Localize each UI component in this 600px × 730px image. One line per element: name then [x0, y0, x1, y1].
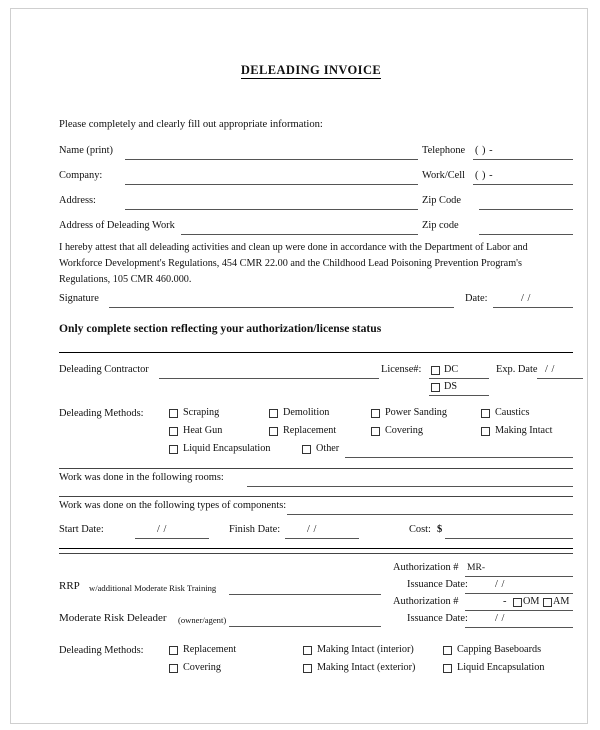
- field-row-rrp-authorization: [59, 562, 573, 580]
- label-am: AM: [553, 596, 570, 607]
- license-ds-label: DS: [444, 381, 458, 392]
- label-scraping: Scraping: [183, 407, 220, 418]
- components-input[interactable]: [287, 514, 573, 515]
- label-om: OM: [523, 596, 540, 607]
- mr-authorization-dash: -: [503, 596, 507, 607]
- telephone-label: Telephone: [422, 145, 466, 156]
- mr-authorization-input[interactable]: [465, 610, 573, 611]
- label-demolition: Demolition: [283, 407, 330, 418]
- workcell-format: ( ) -: [475, 170, 494, 181]
- attestation-text: I hereby attest that all deleading activities and clean up were done in accordance with the Department of Labor and Workforce Development's Regulations, 454 CMR 22.00 and the Childhood Lead Poisoning Prevention Program's Regulations, 105 CMR 460.000.: [59, 242, 528, 285]
- methods-top-label: Deleading Methods:: [59, 408, 144, 419]
- label-covering: Covering: [385, 425, 423, 436]
- label-bottom-liquid-encapsulation: Liquid Encapsulation: [457, 662, 545, 673]
- field-row-moderate-risk: [59, 612, 573, 630]
- divider-methods: [59, 468, 573, 469]
- rrp-input[interactable]: [229, 594, 381, 595]
- checkbox-covering[interactable]: [371, 427, 380, 436]
- authorization-section-heading: Only complete section reflecting your authorization/license status: [59, 322, 382, 335]
- rrp-authorization-prefix: MR-: [467, 562, 486, 573]
- finish-date-input[interactable]: [285, 538, 359, 539]
- page-title-text: DELEADING INVOICE: [240, 63, 382, 77]
- label-liquid-encapsulation: Liquid Encapsulation: [183, 443, 271, 454]
- moderate-risk-input[interactable]: [229, 626, 381, 627]
- field-row-dates: [59, 524, 573, 542]
- start-date-format: / /: [157, 524, 167, 535]
- contractor-label: Deleading Contractor: [59, 364, 149, 375]
- workcell-input[interactable]: [473, 184, 573, 185]
- checkbox-caustics[interactable]: [481, 409, 490, 418]
- page-title: [49, 63, 573, 78]
- label-power-sanding: Power Sanding: [385, 407, 447, 418]
- address-input[interactable]: [125, 209, 418, 210]
- label-other: Other: [316, 443, 340, 454]
- checkbox-demolition[interactable]: [269, 409, 278, 418]
- field-row-signature: [59, 293, 573, 311]
- checkbox-making-intact[interactable]: [481, 427, 490, 436]
- methods-top-row-3: [59, 444, 573, 462]
- field-row-components: [59, 500, 573, 518]
- checkbox-bottom-replacement[interactable]: [169, 646, 178, 655]
- field-row-company: [59, 170, 573, 188]
- field-row-rooms: [59, 472, 573, 490]
- zipcode-label: Zip Code: [422, 195, 461, 206]
- checkbox-making-intact-exterior[interactable]: [303, 664, 312, 673]
- methods-bottom-row-1: [59, 645, 573, 663]
- telephone-format: ( ) -: [475, 145, 494, 156]
- field-row-address: [59, 195, 573, 213]
- mr-authorization-label: Authorization #: [393, 596, 459, 607]
- license-ds-input[interactable]: [429, 395, 489, 396]
- other-input[interactable]: [345, 457, 573, 458]
- label-bottom-covering: Covering: [183, 662, 221, 673]
- divider-dates-bottom: [59, 553, 573, 554]
- field-row-contractor: [59, 364, 573, 382]
- checkbox-am[interactable]: [543, 598, 552, 607]
- label-heat-gun: Heat Gun: [183, 425, 223, 436]
- label-bottom-replacement: Replacement: [183, 644, 237, 655]
- field-row-name: [59, 145, 573, 163]
- license-dc-label: DC: [444, 364, 459, 375]
- methods-bottom-row-2: [59, 663, 573, 681]
- rrp-label: RRP: [59, 580, 80, 592]
- checkbox-liquid-encapsulation[interactable]: [169, 445, 178, 454]
- methods-top-row-2: [59, 426, 573, 444]
- work-zipcode-input[interactable]: [479, 234, 573, 235]
- checkbox-license-dc[interactable]: [431, 366, 440, 375]
- exp-date-input[interactable]: [537, 378, 583, 379]
- label-making-intact: Making Intact: [495, 425, 553, 436]
- label-making-intact-interior: Making Intact (interior): [317, 644, 414, 655]
- divider-rooms: [59, 496, 573, 497]
- start-date-input[interactable]: [135, 538, 209, 539]
- license-dc-input[interactable]: [429, 378, 489, 379]
- rrp-authorization-input[interactable]: [465, 576, 573, 577]
- rrp-issuance-label: Issuance Date:: [407, 579, 468, 590]
- checkbox-other[interactable]: [302, 445, 311, 454]
- cost-currency: $: [437, 524, 443, 535]
- exp-date-format: / /: [545, 364, 555, 375]
- zipcode-input[interactable]: [479, 209, 573, 210]
- field-row-license-ds: [59, 381, 573, 399]
- signature-date-input[interactable]: [493, 307, 573, 308]
- checkbox-license-ds[interactable]: [431, 383, 440, 392]
- checkbox-om[interactable]: [513, 598, 522, 607]
- components-label: Work was done on the following types of components:: [59, 500, 287, 511]
- checkbox-bottom-covering[interactable]: [169, 664, 178, 673]
- mr-issuance-label: Issuance Date:: [407, 613, 468, 624]
- company-label: Company:: [59, 170, 103, 181]
- license-label: License#:: [381, 364, 422, 375]
- cost-label: Cost:: [409, 524, 431, 535]
- signature-label: Signature: [59, 293, 99, 304]
- finish-date-label: Finish Date:: [229, 524, 281, 535]
- document-content: [49, 9, 573, 723]
- telephone-input[interactable]: [473, 159, 573, 160]
- moderate-risk-label: Moderate Risk Deleader: [59, 612, 167, 624]
- checkbox-making-intact-interior[interactable]: [303, 646, 312, 655]
- cost-input[interactable]: [445, 538, 573, 539]
- exp-date-label: Exp. Date: [496, 364, 538, 375]
- signature-date-label: Date:: [465, 293, 488, 304]
- methods-bottom-label: Deleading Methods:: [59, 645, 144, 656]
- name-input[interactable]: [125, 159, 418, 160]
- signature-date-format: / /: [521, 293, 531, 304]
- signature-input[interactable]: [109, 307, 454, 308]
- checkbox-scraping[interactable]: [169, 409, 178, 418]
- address-label: Address:: [59, 195, 96, 206]
- company-input[interactable]: [125, 184, 418, 185]
- label-capping-baseboards: Capping Baseboards: [457, 644, 542, 655]
- label-replacement: Replacement: [283, 425, 337, 436]
- checkbox-capping-baseboards[interactable]: [443, 646, 452, 655]
- field-row-work-address: [59, 220, 573, 238]
- rooms-input[interactable]: [247, 486, 573, 487]
- checkbox-power-sanding[interactable]: [371, 409, 380, 418]
- rooms-label: Work was done in the following rooms:: [59, 472, 224, 483]
- label-caustics: Caustics: [495, 407, 530, 418]
- moderate-risk-sublabel: (owner/agent): [178, 615, 227, 625]
- start-date-label: Start Date:: [59, 524, 104, 535]
- mr-issuance-format: / /: [495, 613, 505, 624]
- methods-top-row-1: [59, 408, 573, 426]
- divider-dates-top: [59, 548, 573, 549]
- rrp-authorization-label: Authorization #: [393, 562, 459, 573]
- name-label: Name (print): [59, 145, 113, 156]
- checkbox-heat-gun[interactable]: [169, 427, 178, 436]
- work-address-input[interactable]: [181, 234, 418, 235]
- document-page: [10, 8, 588, 724]
- contractor-input[interactable]: [159, 378, 379, 379]
- work-address-label: Address of Deleading Work: [59, 220, 175, 231]
- intro-text: Please completely and clearly fill out appropriate information:: [59, 119, 323, 130]
- rrp-sublabel: w/additional Moderate Risk Training: [89, 583, 217, 593]
- work-zipcode-label: Zip code: [422, 220, 459, 231]
- finish-date-format: / /: [307, 524, 317, 535]
- checkbox-replacement[interactable]: [269, 427, 278, 436]
- label-making-intact-exterior: Making Intact (exterior): [317, 662, 416, 673]
- workcell-label: Work/Cell: [422, 170, 466, 181]
- divider-top: [59, 352, 573, 353]
- checkbox-bottom-liquid-encapsulation[interactable]: [443, 664, 452, 673]
- rrp-issuance-format: / /: [495, 579, 505, 590]
